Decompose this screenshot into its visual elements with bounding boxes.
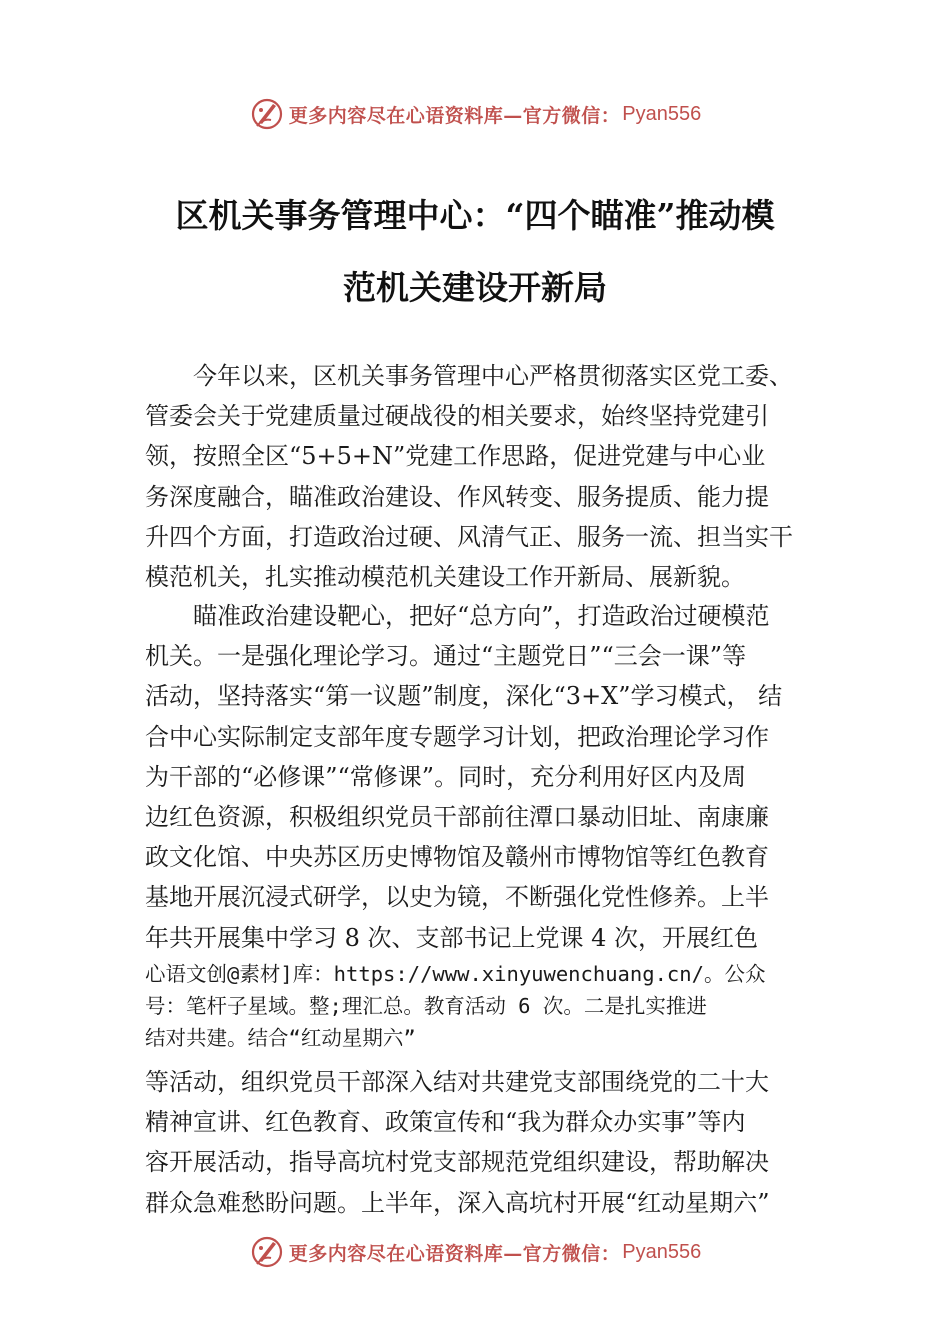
text-line: 政文化馆、中央苏区历史博物馆及赣州市博物馆等红色教育 (145, 843, 769, 872)
text-line: 精神宣讲、红色教育、政策宣传和“我为群众办实事”等内 (145, 1108, 746, 1137)
paragraph-3 (145, 1062, 835, 1223)
text-line: 合中心实际制定支部年度专题学习计划，把政治理论学习作 (145, 722, 769, 751)
banner-wechat-id: Pyan556 (622, 1240, 702, 1263)
text-line: 模范机关，扎实推动模范机关建设工作开新局、展新貌。 (145, 563, 745, 592)
pen-seal-logo-icon (249, 96, 285, 132)
text-line: 号：笔杆子星域。整;理汇总。教育活动 6 次。二是扎实推进 (145, 994, 707, 1018)
title-line-2: 范机关建设开新局 (343, 268, 607, 307)
text-line: 基地开展沉浸式研学，以史为镜，不断强化党性修养。上半 (145, 883, 769, 912)
text-line: 结对共建。结合“红动星期六” (145, 1026, 416, 1050)
text-line: 瞄准政治建设靶心，把好“总方向”，打造政治过硬模范 (193, 602, 770, 630)
watermark-text-block (145, 958, 845, 1054)
text-line: 年共开展集中学习 8 次、支部书记上党课 4 次，开展红色 (145, 923, 759, 952)
footer-banner (0, 1232, 950, 1272)
banner-text: 更多内容尽在心语资料库—官方微信： (288, 104, 621, 127)
text-line: 心语文创@素材]库：https://www.xinyuwenchuang.cn/。公众 (145, 962, 766, 986)
paragraph-1 (145, 356, 835, 597)
text-line: 务深度融合，瞄准政治建设、作风转变、服务提质、能力提 (145, 482, 769, 511)
text-line: 容开展活动，指导高坑村党支部规范党组织建设，帮助解决 (145, 1148, 769, 1177)
pen-seal-logo-icon (249, 1234, 285, 1270)
text-line: 管委会关于党建质量过硬战役的相关要求，始终坚持党建引 (145, 402, 769, 431)
text-line: 今年以来，区机关事务管理中心严格贯彻落实区党工委、 (193, 362, 793, 390)
banner-text: 更多内容尽在心语资料库—官方微信： (288, 1242, 621, 1265)
document-title (100, 180, 850, 324)
text-line: 为干部的“必修课”“常修课”。同时，充分利用好区内及周 (145, 762, 747, 791)
text-line: 活动，坚持落实“第一议题”制度，深化“3+X”学习模式， 结 (145, 682, 783, 711)
text-line: 边红色资源，积极组织党员干部前往潭口暴动旧址、南康廉 (145, 803, 769, 832)
title-line-1: 区机关事务管理中心：“四个瞄准”推动模 (175, 196, 775, 235)
text-line: 机关。一是强化理论学习。通过“主题党日”“三会一课”等 (145, 642, 747, 671)
header-banner (0, 94, 950, 134)
paragraph-2 (145, 596, 835, 958)
text-line: 升四个方面，打造政治过硬、风清气正、服务一流、担当实干 (145, 522, 793, 551)
text-line: 等活动，组织党员干部深入结对共建党支部围绕党的二十大 (145, 1068, 769, 1096)
text-line: 群众急难愁盼问题。上半年，深入高坑村开展“红动星期六” (145, 1188, 770, 1217)
banner-wechat-id: Pyan556 (622, 102, 702, 125)
text-line: 领，按照全区“5+5+N”党建工作思路，促进党建与中心业 (145, 442, 766, 471)
